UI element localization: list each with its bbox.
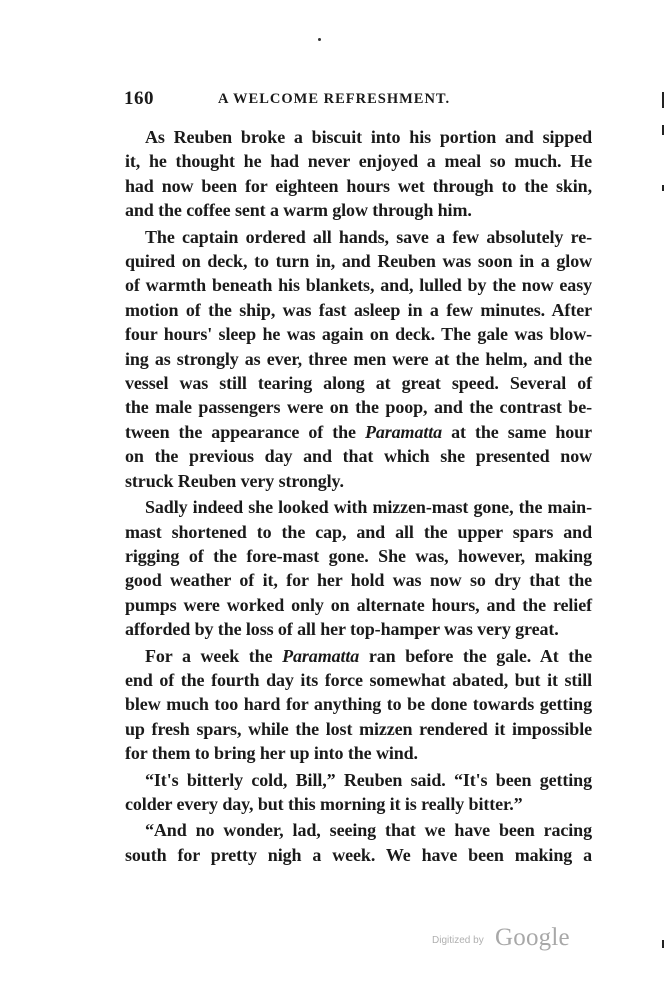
text-line: “And no wonder, lad, seeing that we have been racing [145, 820, 592, 841]
text-line: ing as strongly as ever, three men were at the helm, and the [125, 348, 592, 369]
text-line: had now been for eighteen hours wet through to the skin, [125, 175, 592, 196]
text-line: good weather of it, for her hold was now so dry that the [125, 570, 592, 591]
text-line: The captain ordered all hands, save a few absolutely re- [145, 226, 592, 247]
google-logo: Google [495, 924, 570, 951]
text-line: rigging of the fore-mast gone. She was, however, making [125, 545, 592, 566]
page-number: 160 [124, 88, 154, 109]
edge-mark [662, 92, 664, 108]
text-line: four hours' sleep he was again on deck. The gale was blow- [125, 324, 592, 345]
paragraph-3 [125, 495, 592, 641]
edge-mark [662, 185, 664, 191]
paragraph-6 [125, 818, 592, 867]
digitized-label: Digitized by [432, 935, 484, 946]
text-line: quired on deck, to turn in, and Reuben was soon in a glow [125, 251, 592, 272]
text-line: colder every day, but this morning it is really bitter.” [125, 793, 523, 814]
text-line: vessel was still tearing along at great speed. Several of [125, 373, 592, 394]
text-line-with-ship-name [125, 420, 592, 444]
text-line: As Reuben broke a biscuit into his portion and sipped [145, 127, 592, 147]
paragraph-1 [125, 125, 592, 223]
text-line: mast shortened to the cap, and all the upper spars and [125, 521, 592, 542]
paragraph-5 [125, 768, 592, 817]
text-line: south for pretty nigh a week. We have been making a [125, 844, 592, 865]
text-line: for them to bring her up into the wind. [125, 743, 418, 764]
text-fragment: For a week the [145, 645, 273, 666]
ink-speck [318, 38, 321, 41]
text-line: and the coffee sent a warm glow through him. [125, 200, 472, 221]
text-line: pumps were worked only on alternate hours, and the relief [125, 594, 592, 615]
ship-name: Paramatta [282, 645, 360, 666]
text-line: “It's bitterly cold, Bill,” Reuben said. “It's been getting [145, 769, 592, 790]
text-line: afforded by the loss of all her top-hamper was very great. [125, 619, 559, 640]
text-line: it, he thought he had never enjoyed a meal so much. He [125, 151, 592, 172]
text-line: of warmth beneath his blankets, and, lulled by the now easy [125, 275, 592, 296]
text-fragment: at the same hour [451, 421, 592, 442]
text-line: Sadly indeed she looked with mizzen-mast gone, the main- [145, 497, 592, 518]
text-line: up fresh spars, while the lost mizzen rendered it impossible [125, 718, 592, 739]
body-text [125, 125, 592, 867]
running-head [124, 88, 592, 114]
edge-mark [662, 940, 664, 948]
digitized-by-google-watermark [432, 924, 582, 954]
text-fragment: tween the appearance of the [125, 421, 356, 442]
paragraph-4 [125, 644, 592, 766]
text-line: struck Reuben very strongly. [125, 470, 344, 491]
ship-name: Paramatta [364, 421, 443, 442]
edge-mark [662, 125, 664, 135]
paragraph-2 [125, 225, 592, 493]
running-title: A WELCOME REFRESHMENT. [218, 91, 451, 107]
text-line: motion of the ship, was fast asleep in a few minutes. After [125, 299, 592, 320]
text-fragment: ran before the gale. At the [368, 645, 592, 666]
text-line: end of the fourth day its force somewhat abated, but it still [125, 669, 592, 690]
text-line: on the previous day and that which she presented now [125, 446, 592, 467]
text-line-with-ship-name [125, 644, 592, 668]
text-line: blew much too hard for anything to be done towards getting [125, 694, 592, 715]
text-line: the male passengers were on the poop, and the contrast be- [125, 397, 592, 418]
